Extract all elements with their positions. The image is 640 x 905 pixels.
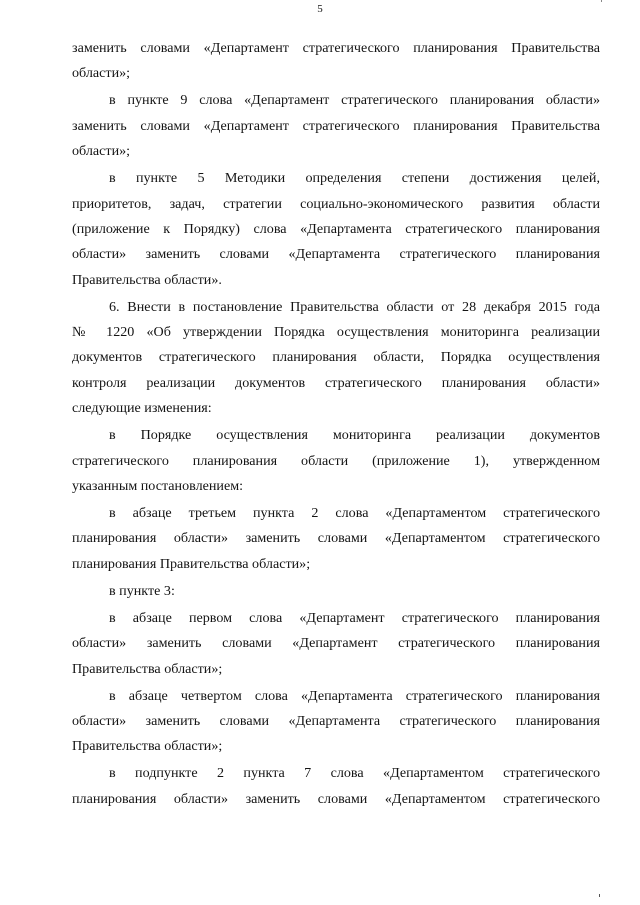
text-line: № 1220 «Об утверждении Порядка осуществления мониторинга реализации	[72, 324, 600, 341]
text-line: следующие изменения:	[72, 400, 212, 417]
text-line: области»;	[72, 65, 131, 82]
text-line: в Порядке осуществления мониторинга реализации документов	[109, 427, 600, 444]
text-line: документов стратегического планирования области, Порядка осуществления	[72, 349, 600, 366]
text-line: контроля реализации документов стратегического планирования области»	[72, 374, 600, 391]
text-line: приоритетов, задач, стратегии социально-экономического развития области	[72, 195, 600, 212]
page-number: 5	[317, 3, 323, 15]
paragraph	[72, 579, 600, 604]
paragraph	[72, 761, 600, 812]
paragraph	[72, 606, 600, 682]
text-line: планирования области» заменить словами «Департаментом стратегического	[72, 790, 600, 807]
scan-mark-bottom	[599, 894, 600, 897]
text-line: области» заменить словами «Департамента стратегического планирования	[72, 712, 600, 729]
text-line: в пункте 3:	[109, 582, 175, 599]
paragraph	[72, 88, 600, 164]
text-line: области» заменить словами «Департамент стратегического планирования	[72, 635, 600, 652]
text-line: в пункте 5 Методики определения степени достижения целей,	[109, 170, 600, 187]
text-line: области» заменить словами «Департамента стратегического планирования	[72, 246, 600, 263]
text-line: области»;	[72, 143, 131, 160]
text-line: в абзаце четвертом слова «Департамента стратегического планирования	[109, 687, 600, 704]
paragraph	[72, 295, 600, 422]
paragraph	[72, 684, 600, 760]
scan-mark-top	[601, 0, 602, 2]
text-line: Правительства области»;	[72, 738, 223, 755]
text-line: Правительства области».	[72, 271, 222, 288]
text-line: (приложение к Порядку) слова «Департамента стратегического планирования	[72, 220, 600, 237]
text-line: в пункте 9 слова «Департамент стратегического планирования области»	[109, 92, 600, 109]
text-line: планирования Правительства области»;	[72, 555, 311, 572]
text-line: стратегического планирования области (приложение 1), утвержденном	[72, 452, 600, 469]
document-body	[72, 36, 600, 812]
paragraph	[72, 36, 600, 87]
text-line: в абзаце первом слова «Департамент стратегического планирования	[109, 609, 600, 626]
text-line: Правительства области»;	[72, 660, 223, 677]
paragraph	[72, 166, 600, 293]
paragraph	[72, 423, 600, 499]
text-line: 6. Внести в постановление Правительства области от 28 декабря 2015 года	[109, 298, 600, 315]
text-line: планирования области» заменить словами «Департаментом стратегического	[72, 530, 600, 547]
paragraph	[72, 501, 600, 577]
text-line: в абзаце третьем пункта 2 слова «Департаментом стратегического	[109, 505, 600, 521]
text-line: заменить словами «Департамент стратегического планирования Правительства	[72, 117, 600, 134]
text-line: заменить словами «Департамент стратегического планирования Правительства	[72, 40, 600, 56]
text-line: в подпункте 2 пункта 7 слова «Департаментом стратегического	[109, 765, 600, 782]
text-line: указанным постановлением:	[72, 478, 244, 495]
